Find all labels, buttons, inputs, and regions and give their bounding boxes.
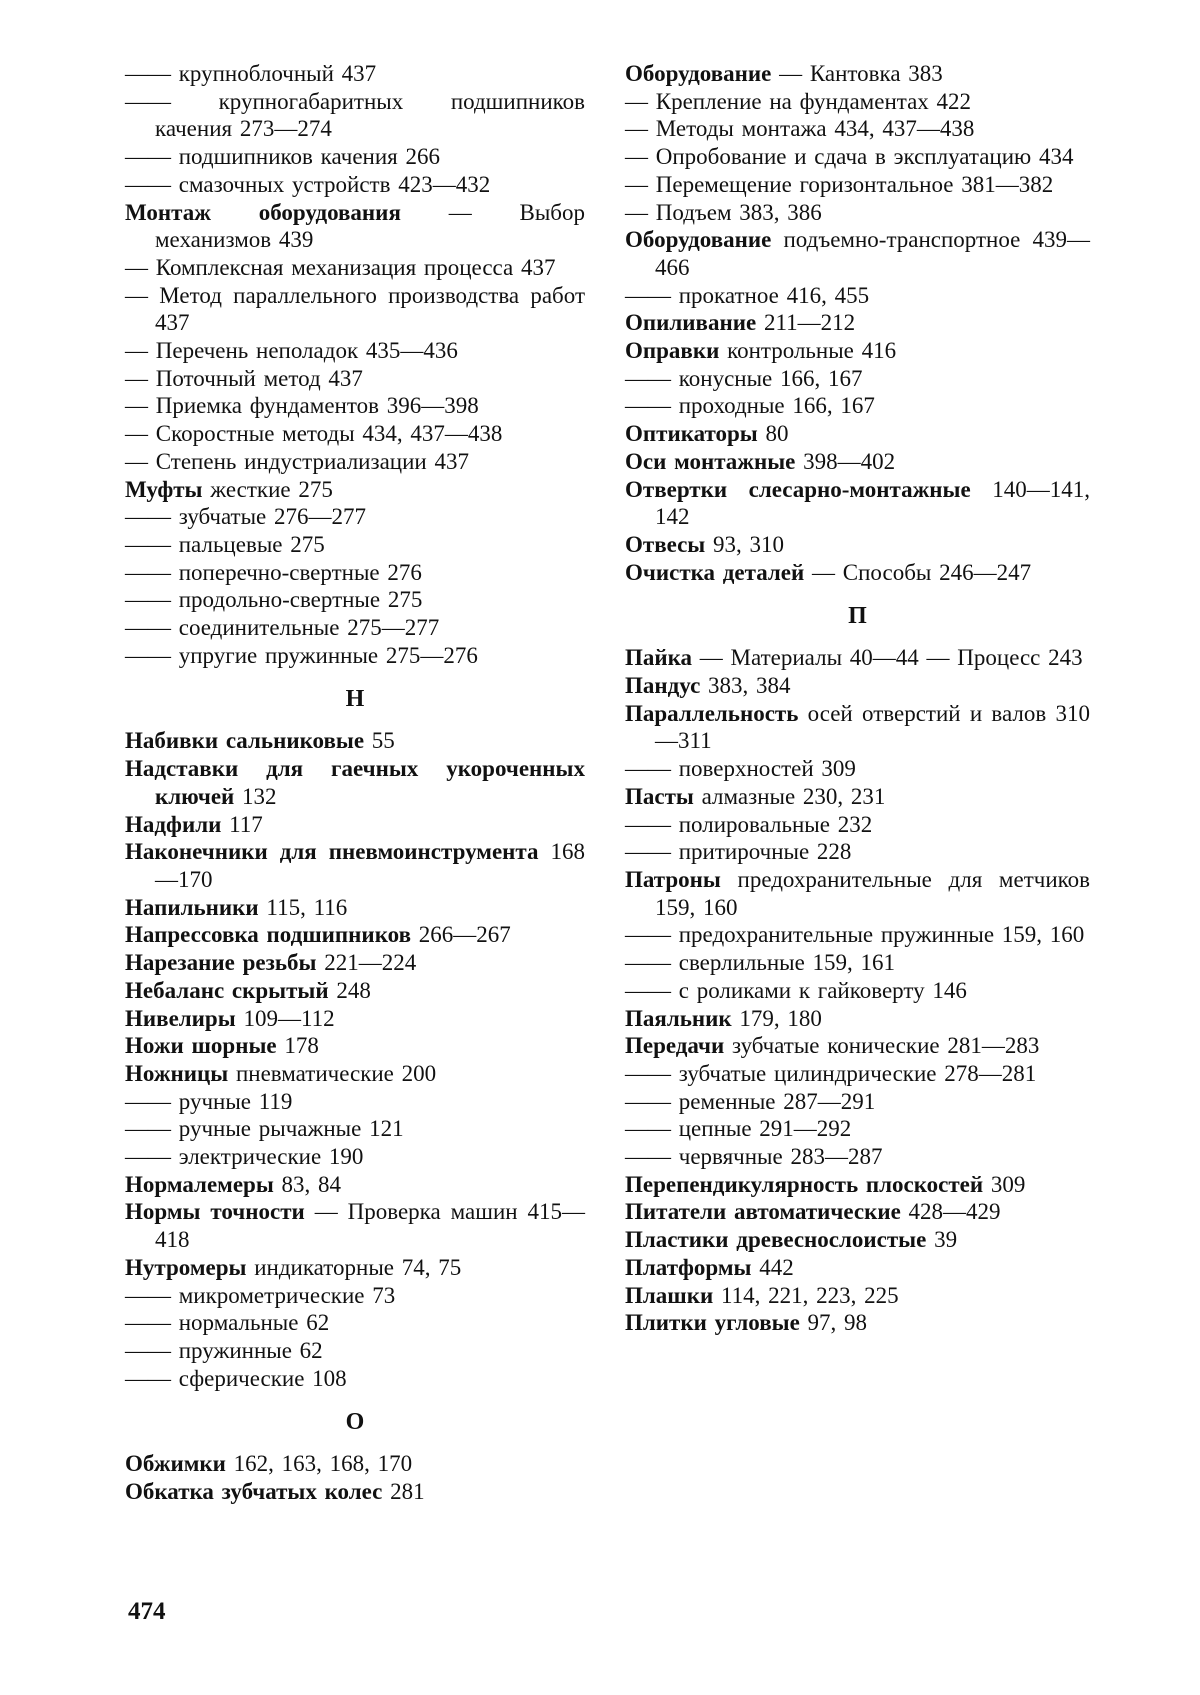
index-entry-text: —— поверхностей 309	[625, 756, 856, 782]
index-entry	[125, 420, 585, 448]
index-entry	[125, 392, 585, 420]
index-headword: Платформы	[625, 1254, 752, 1280]
index-entry	[625, 811, 1090, 839]
index-entry-text: 55	[364, 728, 395, 754]
index-entry	[125, 642, 585, 670]
index-entry	[625, 171, 1090, 199]
index-entry	[625, 1060, 1090, 1088]
index-entry-text: предохранительные для метчиков 159, 160	[655, 866, 1090, 920]
index-entry	[625, 644, 1090, 672]
index-entry-text: — Перемещение горизонтальное 381—382	[625, 171, 1054, 197]
index-headword: Ножи шорные	[125, 1033, 277, 1059]
index-entry	[125, 88, 585, 143]
index-headword: Обжимки	[125, 1451, 226, 1477]
index-entry	[125, 1309, 585, 1337]
index-entry-text: — Степень индустриализации 437	[125, 448, 469, 474]
index-entry-text: 109—112	[235, 1005, 335, 1031]
index-entry-text: пневматические 200	[228, 1060, 437, 1086]
index-entry-text: 140—141, 142	[655, 476, 1090, 530]
index-entry	[125, 337, 585, 365]
index-entry	[625, 783, 1090, 811]
index-headword: Отвесы	[625, 531, 706, 557]
index-entry	[625, 199, 1090, 227]
index-entry-text: —— предохранительные пружинные 159, 160	[625, 922, 1085, 948]
index-entry	[125, 1198, 585, 1253]
index-entry	[625, 755, 1090, 783]
index-entry	[125, 1450, 585, 1478]
index-entry-text: 93, 310	[705, 531, 785, 557]
index-entry-text: —— ременные 287—291	[625, 1088, 876, 1114]
index-column-left	[125, 60, 585, 1506]
index-entry	[625, 559, 1090, 587]
index-entry-text: — Скоростные методы 434, 437—438	[125, 421, 503, 447]
index-entry-text: 309	[983, 1171, 1026, 1197]
index-entry	[125, 476, 585, 504]
index-entry-text: —— микрометрические 73	[125, 1282, 396, 1308]
index-entry-text: —— сферические 108	[125, 1365, 347, 1391]
index-entry	[625, 700, 1090, 755]
section-letter: О	[345, 1409, 365, 1436]
index-entry-text: —— ручные 119	[125, 1088, 293, 1114]
index-entry-text: —— притирочные 228	[625, 839, 852, 865]
index-headword: Ножницы	[125, 1060, 229, 1086]
index-entry-text: —— сверлильные 159, 161	[625, 950, 896, 976]
index-entry	[125, 559, 585, 587]
index-headword: Отвертки слесарно-монтажные	[625, 476, 971, 502]
index-headword: Патроны	[625, 866, 721, 892]
index-entry	[625, 392, 1090, 420]
index-entry	[125, 1115, 585, 1143]
index-headword: Набивки сальниковые	[125, 728, 365, 754]
index-entry	[125, 921, 585, 949]
index-entry	[125, 254, 585, 282]
index-entry	[125, 448, 585, 476]
index-entry-text: 117	[221, 811, 263, 837]
index-entry	[125, 894, 585, 922]
index-headword: Наконечники для пневмоинструмента	[125, 839, 539, 865]
index-entry	[125, 171, 585, 199]
index-entry	[625, 115, 1090, 143]
index-entry	[125, 1060, 585, 1088]
index-entry-text: 178	[276, 1033, 319, 1059]
page-number: 474	[128, 1598, 166, 1625]
index-headword: Паяльник	[625, 1005, 732, 1031]
index-entry	[625, 1198, 1090, 1226]
index-entry-text: —— поперечно-свертные 276	[125, 559, 422, 585]
index-headword: Перепендикулярность плоскостей	[625, 1171, 984, 1197]
index-headword: Муфты	[125, 476, 203, 502]
index-entry	[625, 1226, 1090, 1254]
index-entry-text: —— зубчатые цилиндрические 278—281	[625, 1060, 1037, 1086]
index-entry-text: 398—402	[795, 448, 896, 474]
index-entry-text: —— подшипников качения 266	[125, 144, 440, 170]
index-entry	[625, 143, 1090, 171]
index-entry	[125, 755, 585, 810]
index-headword: Пайка	[625, 645, 693, 671]
index-headword: Пасты	[625, 783, 694, 809]
index-entry	[625, 531, 1090, 559]
index-entry	[625, 921, 1090, 949]
index-entry	[625, 1143, 1090, 1171]
index-entry-text: —— прокатное 416, 455	[625, 282, 870, 308]
index-entry-text: —— соединительные 275—277	[125, 615, 440, 641]
index-entry-text: 442	[751, 1254, 794, 1280]
index-entry-text: —— с роликами к гайковерту 146	[625, 977, 967, 1003]
index-headword: Плашки	[625, 1282, 714, 1308]
index-column-right	[625, 60, 1090, 1337]
index-headword: Напрессовка подшипников	[125, 922, 411, 948]
index-entry-text: — Перечень неполадок 435—436	[125, 338, 458, 364]
index-entry	[625, 977, 1090, 1005]
index-entry	[125, 727, 585, 755]
index-entry-text: индикаторные 74, 75	[246, 1254, 462, 1280]
index-entry	[625, 672, 1090, 700]
index-entry	[125, 199, 585, 254]
index-entry-text: — Выбор механизмов 439	[155, 199, 585, 253]
index-headword: Опиливание	[625, 310, 757, 336]
index-entry	[125, 1282, 585, 1310]
index-entry	[625, 838, 1090, 866]
index-entry	[125, 1337, 585, 1365]
index-entry-text: —— полировальные 232	[625, 811, 873, 837]
index-entry-text: —— продольно-свертные 275	[125, 587, 423, 613]
index-entry	[625, 1309, 1090, 1337]
index-headword: Пандус	[625, 673, 701, 699]
index-entry	[125, 1478, 585, 1506]
index-headword: Нормы точности	[125, 1199, 305, 1225]
index-headword: Параллельность	[625, 700, 799, 726]
index-entry-text: —— смазочных устройств 423—432	[125, 171, 491, 197]
index-entry	[125, 143, 585, 171]
index-entry	[125, 365, 585, 393]
index-entry	[625, 1254, 1090, 1282]
section-letter: Н	[345, 686, 365, 713]
index-entry-text: 114, 221, 223, 225	[713, 1282, 899, 1308]
index-entry-text: — Крепление на фундаментах 422	[625, 88, 972, 114]
index-entry	[625, 420, 1090, 448]
index-headword: Пластики древеснослоистые	[625, 1227, 927, 1253]
index-entry-text: —— зубчатые 276—277	[125, 504, 367, 530]
index-entry-text: 266—267	[411, 922, 511, 948]
index-entry-text: зубчатые конические 281—283	[724, 1033, 1040, 1059]
index-entry	[125, 282, 585, 337]
index-entry	[125, 1254, 585, 1282]
index-headword: Плитки угловые	[625, 1310, 800, 1336]
index-entry	[625, 448, 1090, 476]
index-entry-text: 168—170	[155, 839, 585, 892]
index-entry-text: осей отверстий и валов 310—311	[655, 700, 1090, 754]
index-headword: Надфили	[125, 811, 222, 837]
index-entry	[125, 1088, 585, 1116]
index-entry	[125, 949, 585, 977]
index-entry-text: 221—224	[316, 950, 417, 976]
index-entry	[625, 365, 1090, 393]
index-entry-text: 39	[926, 1227, 958, 1253]
index-entry	[125, 586, 585, 614]
index-entry-text: 179, 180	[731, 1005, 822, 1031]
index-entry-text: — Комплексная механизация процесса 437	[125, 254, 556, 280]
index-entry	[125, 838, 585, 893]
index-entry-text: —— пружинные 62	[125, 1337, 323, 1363]
index-entry-text: — Опробование и сдача в эксплуатацию 434	[625, 144, 1074, 170]
index-headword: Монтаж оборудования	[125, 199, 401, 225]
index-headword: Нарезание резьбы	[125, 950, 317, 976]
index-entry-text: 281	[382, 1479, 425, 1505]
section-letter: П	[848, 603, 867, 630]
index-headword: Оправки	[625, 338, 720, 364]
index-entry-text: — Метод параллельного производства работ 437	[125, 282, 585, 336]
index-entry-text: 428—429	[900, 1199, 1001, 1225]
index-entry	[625, 1282, 1090, 1310]
index-headword: Оси монтажные	[625, 448, 796, 474]
index-entry-text: 248	[328, 977, 371, 1003]
index-entry	[625, 1005, 1090, 1033]
index-entry-text: —— крупногабаритных подшипников качения 273—274	[125, 88, 585, 142]
index-headword: Оптикаторы	[625, 421, 758, 447]
index-entry-text: — Приемка фундаментов 396—398	[125, 393, 479, 419]
index-headword: Нутромеры	[125, 1254, 247, 1280]
index-entry	[625, 1032, 1090, 1060]
index-entry	[125, 531, 585, 559]
index-entry-text: — Методы монтажа 434, 437—438	[625, 116, 975, 142]
index-entry	[625, 866, 1090, 921]
index-entry-text: — Поточный метод 437	[125, 365, 363, 391]
index-entry	[625, 949, 1090, 977]
index-entry	[125, 811, 585, 839]
index-entry	[625, 1115, 1090, 1143]
index-entry-text: 132	[234, 783, 277, 809]
index-entry	[625, 309, 1090, 337]
index-headword: Обкатка зубчатых колес	[125, 1479, 383, 1505]
index-entry-text: — Проверка машин 415—418	[155, 1199, 586, 1253]
index-entry-text: — Материалы 40—44 — Процесс 243	[692, 645, 1083, 671]
index-entry-text: 162, 163, 168, 170	[225, 1451, 413, 1477]
index-headword: Передачи	[625, 1033, 725, 1059]
index-headword: Нормалемеры	[125, 1171, 274, 1197]
index-entry	[625, 226, 1090, 281]
index-entry	[125, 1171, 585, 1199]
index-entry	[625, 1088, 1090, 1116]
index-entry	[125, 1365, 585, 1393]
index-entry-text: алмазные 230, 231	[693, 783, 886, 809]
index-entry-text: — Кантовка 383	[771, 61, 943, 86]
index-entry-text: —— конусные 166, 167	[625, 365, 863, 391]
index-headword: Небаланс скрытый	[125, 977, 329, 1003]
index-entry-text: 211—212	[756, 310, 856, 336]
index-entry-text: 83, 84	[273, 1171, 342, 1197]
index-entry-text: —— крупноблочный 437	[125, 61, 377, 86]
index-entry-text: —— цепные 291—292	[625, 1116, 852, 1142]
index-entry-text: контрольные 416	[719, 338, 897, 364]
index-entry	[125, 503, 585, 531]
index-entry	[125, 1032, 585, 1060]
index-entry-text: 80	[757, 421, 789, 447]
index-entry	[625, 60, 1090, 88]
index-entry-text: подъемно-транспортное 439—466	[655, 227, 1090, 280]
index-entry	[625, 337, 1090, 365]
index-headword: Надставки для гаечных укороченных ключей	[125, 756, 585, 809]
index-entry	[125, 614, 585, 642]
index-entry	[625, 476, 1090, 531]
index-entry	[625, 282, 1090, 310]
index-entry-text: —— ручные рычажные 121	[125, 1116, 404, 1142]
index-entry-text: 383, 384	[700, 673, 791, 699]
index-headword: Питатели автоматические	[625, 1199, 901, 1225]
index-entry-text: —— электрические 190	[125, 1144, 364, 1170]
index-entry-text: жесткие 275	[202, 476, 333, 502]
index-entry-text: —— упругие пружинные 275—276	[125, 642, 478, 668]
index-entry-text: —— проходные 166, 167	[625, 393, 875, 419]
index-headword: Очистка деталей	[625, 559, 805, 585]
index-entry-text: —— пальцевые 275	[125, 531, 325, 557]
index-entry-text: 97, 98	[799, 1310, 868, 1336]
index-entry	[625, 88, 1090, 116]
index-headword: Нивелиры	[125, 1005, 236, 1031]
index-entry-text: — Способы 246—247	[804, 559, 1032, 585]
index-headword: Оборудование	[625, 227, 772, 253]
index-entry-text: — Подъем 383, 386	[625, 199, 822, 225]
index-entry-text: 115, 116	[258, 894, 348, 920]
index-headword: Напильники	[125, 894, 259, 920]
index-entry	[125, 1143, 585, 1171]
index-entry-text: —— нормальные 62	[125, 1310, 330, 1336]
index-headword: Оборудование	[625, 61, 772, 86]
index-entry	[125, 977, 585, 1005]
index-entry	[625, 1171, 1090, 1199]
index-entry	[125, 1005, 585, 1033]
index-entry-text: —— червячные 283—287	[625, 1144, 883, 1170]
index-entry	[125, 60, 585, 88]
